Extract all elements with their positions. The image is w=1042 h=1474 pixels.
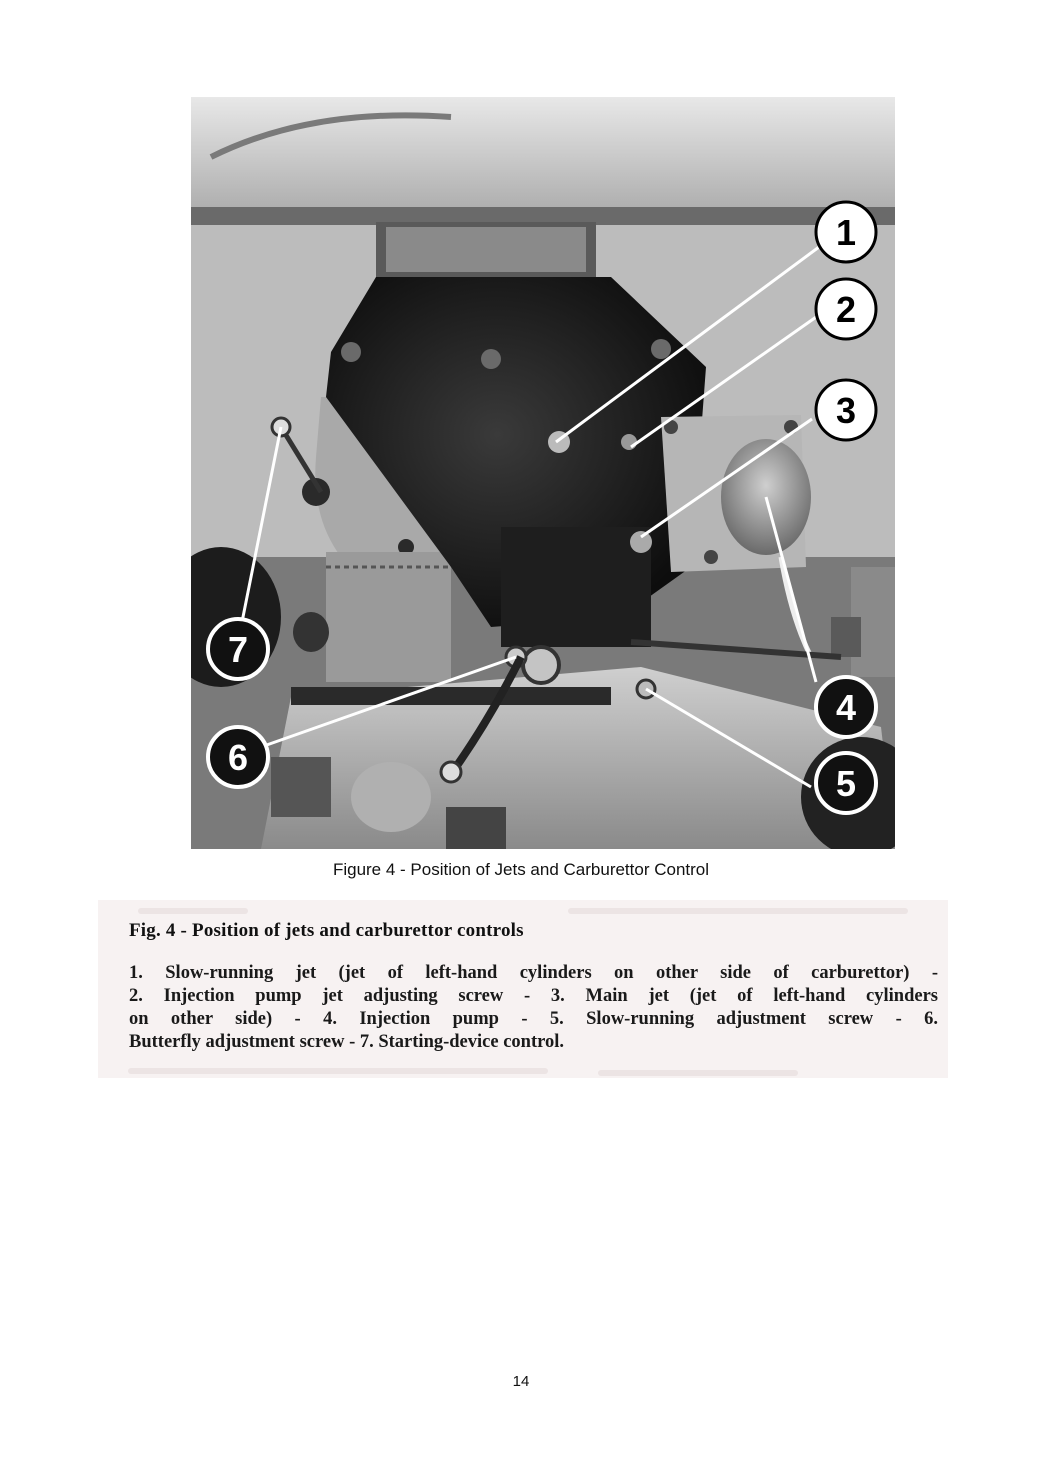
callout-6-number: 6 <box>227 737 249 778</box>
callout-3 <box>816 380 876 440</box>
callout-7-number: 7 <box>227 629 249 670</box>
bleed-through-mark <box>568 908 908 914</box>
legend-line-3: on other side) - 4. Injection pump - 5. Slow-running adjustment screw - 6. <box>129 1009 938 1029</box>
callout-1-number: 1 <box>835 212 857 253</box>
callout-4 <box>816 677 876 737</box>
legend-line-2: 2. Injection pump jet adjusting screw - 3. Main jet (jet of left-hand cylinders <box>129 986 938 1006</box>
carburettor-photo <box>191 97 895 849</box>
callout-2-number: 2 <box>835 289 857 330</box>
callout-6 <box>208 727 268 787</box>
callout-1 <box>816 202 876 262</box>
page-number: 14 <box>512 1373 530 1390</box>
bleed-through-mark <box>598 1070 798 1076</box>
legend-line-4: Butterfly adjustment screw - 7. Starting-device control. <box>129 1032 565 1052</box>
callout-3-number: 3 <box>835 390 857 431</box>
bleed-through-mark <box>128 1068 548 1074</box>
callout-5 <box>816 753 876 813</box>
callout-4-number: 4 <box>835 687 857 728</box>
callout-7 <box>208 619 268 679</box>
carburettor-illustration <box>191 97 895 849</box>
callout-2 <box>816 279 876 339</box>
figure-caption: Figure 4 - Position of Jets and Carburettor Control <box>332 860 710 879</box>
callout-5-number: 5 <box>835 763 857 804</box>
bleed-through-mark <box>138 908 248 914</box>
legend-heading: Fig. 4 - Position of jets and carburettor controls <box>129 920 524 941</box>
legend-line-1: 1. Slow-running jet (jet of left-hand cylinders on other side of carburettor) - <box>129 963 938 983</box>
